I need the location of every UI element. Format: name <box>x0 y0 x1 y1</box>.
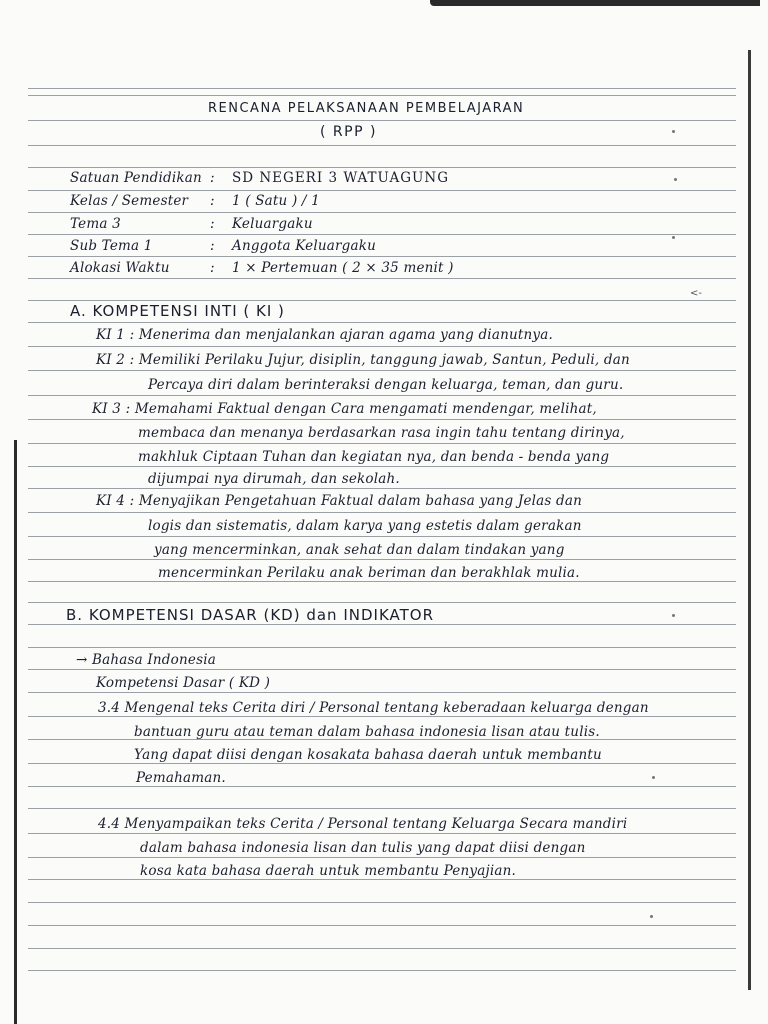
identity-value: Anggota Keluargaku <box>232 238 377 254</box>
ruled-line <box>28 879 736 880</box>
ruled-line <box>28 419 736 420</box>
ruled-line <box>28 256 736 257</box>
ink-dot <box>652 776 655 779</box>
page-left-edge <box>14 440 17 1024</box>
identity-label: Tema 3 <box>70 216 121 232</box>
ki-line: KI 1 : Menerima dan menjalankan ajaran agama yang dianutnya. <box>96 327 553 343</box>
ruled-line <box>28 786 736 787</box>
identity-label: Alokasi Waktu <box>70 260 170 276</box>
ruled-line <box>28 212 736 213</box>
ruled-line <box>28 190 736 191</box>
margin-mark: <- <box>690 288 702 299</box>
identity-label: Satuan Pendidikan <box>70 170 202 186</box>
identity-label: Kelas / Semester <box>70 193 189 209</box>
ruled-line <box>28 488 736 489</box>
ruled-line <box>28 833 736 834</box>
ruled-line <box>28 925 736 926</box>
ruled-line <box>28 536 736 537</box>
ruled-line <box>28 970 736 971</box>
ruled-line <box>28 322 736 323</box>
ruled-line <box>28 167 736 168</box>
identity-row: Kelas / Semester : 1 ( Satu ) / 1 <box>70 193 320 209</box>
ruled-line <box>28 716 736 717</box>
section-b-heading: B. KOMPETENSI DASAR (KD) dan INDIKATOR <box>66 606 435 624</box>
ruled-line <box>28 808 736 809</box>
identity-row: Alokasi Waktu : 1 × Pertemuan ( 2 × 35 menit ) <box>70 260 454 276</box>
ruled-line <box>28 443 736 444</box>
ruled-line <box>28 466 736 467</box>
ki-line: logis dan sistematis, dalam karya yang estetis dalam gerakan <box>148 518 582 534</box>
ki-line: dijumpai nya dirumah, dan sekolah. <box>148 471 400 487</box>
ink-dot <box>650 915 653 918</box>
ruled-line <box>28 95 736 96</box>
ruled-line <box>28 370 736 371</box>
ki-line: membaca dan menanya berdasarkan rasa ingin tahu tentang dirinya, <box>138 425 625 441</box>
ruled-line <box>28 902 736 903</box>
kd-line: Pemahaman. <box>136 770 226 786</box>
ruled-line <box>28 88 736 89</box>
ruled-line <box>28 512 736 513</box>
ki-line: KI 4 : Menyajikan Pengetahuan Faktual dalam bahasa yang Jelas dan <box>96 493 583 509</box>
identity-row: Satuan Pendidikan : SD NEGERI 3 WATUAGUNG <box>70 170 450 186</box>
ruled-line <box>28 234 736 235</box>
identity-value: 1 ( Satu ) / 1 <box>232 193 320 209</box>
document-subtitle: ( RPP ) <box>320 124 377 140</box>
section-a-heading: A. KOMPETENSI INTI ( KI ) <box>70 302 285 320</box>
ruled-line <box>28 857 736 858</box>
kd-line: dalam bahasa indonesia lisan dan tulis yang dapat diisi dengan <box>140 840 586 856</box>
kd-line: 3.4 Mengenal teks Cerita diri / Personal tentang keberadaan keluarga dengan <box>98 700 649 716</box>
ruled-line <box>28 692 736 693</box>
ruled-line <box>28 669 736 670</box>
ki-line: yang mencerminkan, anak sehat dan dalam tindakan yang <box>154 542 565 558</box>
ki-line: mencerminkan Perilaku anak beriman dan berakhlak mulia. <box>158 565 580 581</box>
ink-dot <box>672 236 675 239</box>
ruled-line <box>28 763 736 764</box>
ruled-line <box>28 120 736 121</box>
ki-line: KI 2 : Memiliki Perilaku Jujur, disiplin, tanggung jawab, Santun, Peduli, dan <box>96 352 630 368</box>
kd-line: 4.4 Menyampaikan teks Cerita / Personal tentang Keluarga Secara mandiri <box>98 816 628 832</box>
identity-row: Tema 3 : Keluargaku <box>70 216 313 232</box>
identity-row: Sub Tema 1 : Anggota Keluargaku <box>70 238 377 254</box>
ruled-line <box>28 948 736 949</box>
ink-dot <box>672 130 675 133</box>
ruled-line <box>28 581 736 582</box>
kd-line: kosa kata bahasa daerah untuk membantu Penyajian. <box>140 863 516 879</box>
document-title: RENCANA PELAKSANAAN PEMBELAJARAN <box>208 101 525 116</box>
ruled-line <box>28 395 736 396</box>
identity-value: 1 × Pertemuan ( 2 × 35 menit ) <box>232 260 454 276</box>
page-right-edge <box>748 50 751 990</box>
ruled-line <box>28 145 736 146</box>
ruled-line <box>28 278 736 279</box>
identity-label: Sub Tema 1 <box>70 238 153 254</box>
ink-dot <box>672 614 675 617</box>
kd-line: bantuan guru atau teman dalam bahasa indonesia lisan atau tulis. <box>134 724 600 740</box>
ki-line: KI 3 : Memahami Faktual dengan Cara mengamati mendengar, melihat, <box>92 401 597 417</box>
ruled-line <box>28 624 736 625</box>
subject-label: → Bahasa Indonesia <box>76 652 216 668</box>
identity-value: SD NEGERI 3 WATUAGUNG <box>232 170 450 186</box>
kd-line: Yang dapat diisi dengan kosakata bahasa daerah untuk membantu <box>134 747 602 763</box>
ki-line: Percaya diri dalam berinteraksi dengan keluarga, teman, dan guru. <box>148 377 624 393</box>
ink-dot <box>674 178 677 181</box>
scan-shadow <box>430 0 760 6</box>
ruled-line <box>28 559 736 560</box>
ruled-line <box>28 346 736 347</box>
ruled-line <box>28 602 736 603</box>
identity-value: Keluargaku <box>232 216 313 232</box>
ruled-line <box>28 647 736 648</box>
ki-line: makhluk Ciptaan Tuhan dan kegiatan nya, dan benda - benda yang <box>138 449 610 465</box>
ruled-line <box>28 300 736 301</box>
kd-label: Kompetensi Dasar ( KD ) <box>96 675 271 691</box>
